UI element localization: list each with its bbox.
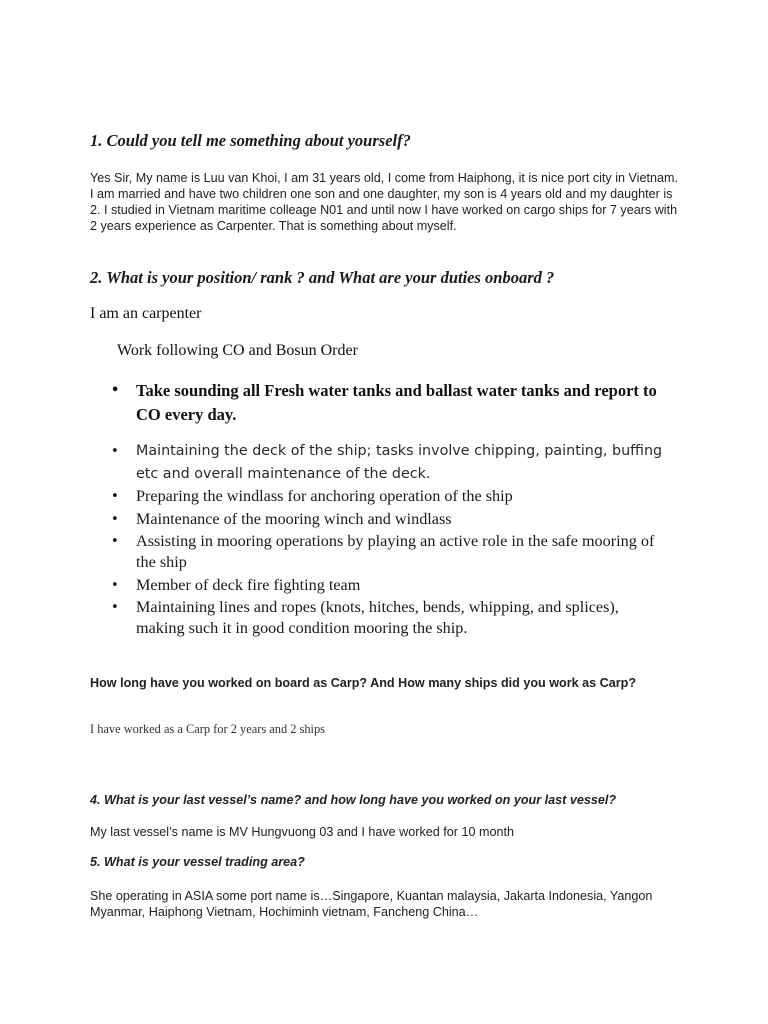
question-4-heading: 4. What is your last vessel’s name? and how long have you worked on your last vessel? (90, 793, 617, 807)
list-item: • Assisting in mooring operations by playing an active role in the safe mooring of the ship (109, 531, 669, 573)
answer-1-paragraph: Yes Sir, My name is Luu van Khoi, I am 31 years old, I come from Haiphong, it is nice port city in Vietnam. I am married and have two children one son and one daughter, my son is 4 years old and my daughter is 2. I studied in Vietnam maritime colleage N01 and until now I have worked on cargo ships for 7 years with 2 years experience as Carpenter. That is something about myself. (90, 171, 678, 233)
answer-3-text: I have worked as a Carp for 2 years and 2 ships (90, 722, 326, 736)
list-item: • Preparing the windlass for anchoring operation of the ship (109, 486, 669, 507)
question-3-heading: How long have you worked on board as Carp? And How many ships did you work as Carp? (90, 676, 637, 690)
list-item: • Maintaining the deck of the ship; tasks involve chipping, painting, buffing etc and overall maintenance of the deck. (109, 440, 669, 486)
list-item: • Maintenance of the mooring winch and windlass (109, 509, 669, 530)
answer-5-paragraph: She operating in ASIA some port name is…Singapore, Kuantan malaysia, Jakarta Indonesia, Yangon Myanmar, Haiphong Vietnam, Hochiminh vietnam, Fancheng China… (90, 889, 653, 919)
duty-list (109, 486, 669, 641)
question-1-heading: 1. Could you tell me something about yourself? (90, 131, 411, 150)
list-item: • Maintaining lines and ropes (knots, hitches, bends, whipping, and splices), making such it in good condition mooring the ship. (109, 597, 669, 639)
list-item: • Take sounding all Fresh water tanks and ballast water tanks and report to CO every day. (109, 379, 669, 427)
position-statement: I am an carpenter (90, 305, 202, 322)
work-following-line: Work following CO and Bosun Order (117, 342, 358, 359)
list-item: • Member of deck fire fighting team (109, 575, 669, 596)
duty-list-bold (109, 379, 669, 427)
duty-list-deck (109, 440, 669, 486)
question-5-heading: 5. What is your vessel trading area? (90, 855, 305, 869)
answer-4-text: My last vessel’s name is MV Hungvuong 03 and I have worked for 10 month (90, 825, 514, 839)
question-2-heading: 2. What is your position/ rank ? and What are your duties onboard ? (90, 268, 555, 287)
